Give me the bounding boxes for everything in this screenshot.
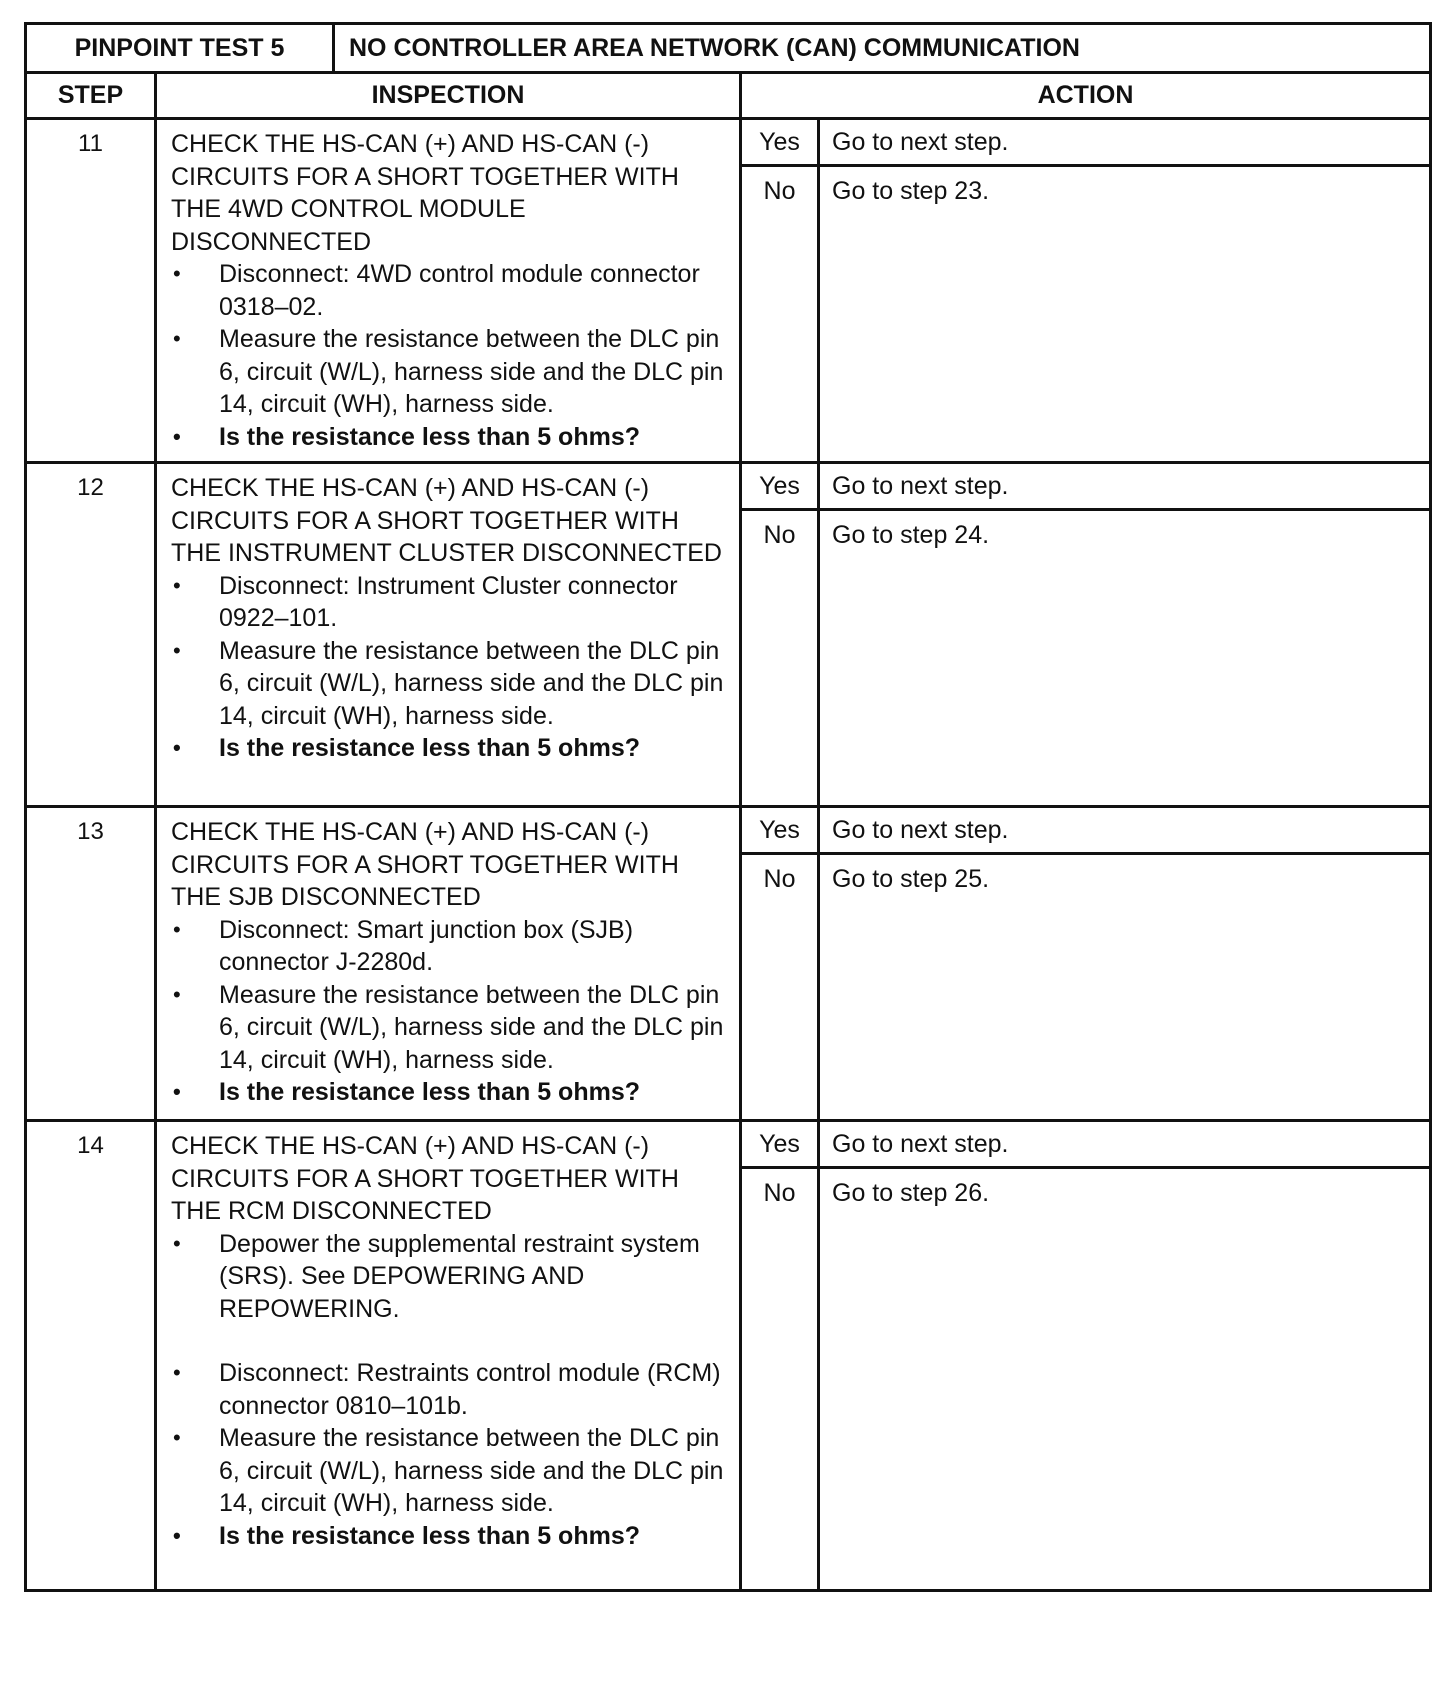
inspection-cell xyxy=(156,463,741,807)
action-cell xyxy=(819,463,1431,807)
table-row xyxy=(26,807,1431,1121)
action-cell xyxy=(819,119,1431,463)
inspection-cell xyxy=(156,1121,741,1591)
table-row xyxy=(26,1121,1431,1591)
step-cell xyxy=(26,463,156,807)
no-label: No xyxy=(763,177,796,205)
yes-label: Yes xyxy=(742,1122,817,1169)
test-title: NO CONTROLLER AREA NETWORK (CAN) COMMUNICATION xyxy=(349,33,1080,62)
column-header-row xyxy=(26,73,1431,119)
inspection-bullet: • Measure the resistance between the DLC pin 6, circuit (W/L), harness side and the DLC pin 14, circuit (WH), harness side. xyxy=(171,323,727,421)
yes-label: Yes xyxy=(742,120,817,167)
no-action: Go to step 25. xyxy=(832,865,990,893)
yes-no-cell xyxy=(741,807,819,1121)
action-cell xyxy=(819,1121,1431,1591)
inspection-bullet: • Disconnect: Instrument Cluster connector 0922–101. xyxy=(171,570,727,635)
inspection-bullet: • Disconnect: 4WD control module connector 0318–02. xyxy=(171,258,727,323)
inspection-bullet: • Measure the resistance between the DLC pin 6, circuit (W/L), harness side and the DLC pin 14, circuit (WH), harness side. xyxy=(171,979,727,1077)
inspection-bullet: • Disconnect: Smart junction box (SJB) connector J-2280d. xyxy=(171,914,727,979)
yes-action: Go to next step. xyxy=(820,120,1429,167)
inspection-heading: CHECK THE HS-CAN (+) AND HS-CAN (-) CIRCUITS FOR A SHORT TOGETHER WITH THE RCM DISCONNECTED xyxy=(171,1132,679,1225)
inspection-bullet: • Measure the resistance between the DLC pin 6, circuit (W/L), harness side and the DLC pin 14, circuit (WH), harness side. xyxy=(171,635,727,733)
yes-no-cell xyxy=(741,119,819,463)
yes-action: Go to next step. xyxy=(820,808,1429,855)
table-row xyxy=(26,119,1431,463)
step-cell xyxy=(26,119,156,463)
inspection-table xyxy=(24,71,1432,1592)
inspection-bullet: • Depower the supplemental restraint system (SRS). See DEPOWERING AND REPOWERING. xyxy=(171,1228,727,1326)
no-label: No xyxy=(763,1179,796,1207)
inspection-bullet: • Measure the resistance between the DLC pin 6, circuit (W/L), harness side and the DLC pin 14, circuit (WH), harness side. xyxy=(171,1422,727,1520)
inspection-bullet: • Disconnect: Restraints control module (RCM) connector 0810–101b. xyxy=(171,1357,727,1422)
step-cell xyxy=(26,1121,156,1591)
step-number: 14 xyxy=(77,1132,104,1159)
no-action: Go to step 26. xyxy=(832,1179,990,1207)
no-label: No xyxy=(763,865,796,893)
column-header-action: ACTION xyxy=(741,73,1431,119)
test-label: PINPOINT TEST 5 xyxy=(27,25,335,71)
yes-action: Go to next step. xyxy=(820,464,1429,511)
yes-action: Go to next step. xyxy=(820,1122,1429,1169)
column-header-inspection: INSPECTION xyxy=(156,73,741,119)
yes-no-cell xyxy=(741,463,819,807)
inspection-heading: CHECK THE HS-CAN (+) AND HS-CAN (-) CIRCUITS FOR A SHORT TOGETHER WITH THE INSTRUMENT CLUSTER DISCONNECTED xyxy=(171,474,722,567)
yes-label: Yes xyxy=(742,808,817,855)
inspection-cell xyxy=(156,119,741,463)
no-label: No xyxy=(763,521,796,549)
inspection-heading: CHECK THE HS-CAN (+) AND HS-CAN (-) CIRCUITS FOR A SHORT TOGETHER WITH THE SJB DISCONNECTED xyxy=(171,818,679,911)
inspection-question: • Is the resistance less than 5 ohms? xyxy=(171,732,727,765)
table-row xyxy=(26,463,1431,807)
inspection-heading: CHECK THE HS-CAN (+) AND HS-CAN (-) CIRCUITS FOR A SHORT TOGETHER WITH THE 4WD CONTROL MODULE DISCONNECTED xyxy=(171,130,679,256)
inspection-question: • Is the resistance less than 5 ohms? xyxy=(171,1520,727,1553)
step-number: 11 xyxy=(78,130,103,157)
title-row xyxy=(24,22,1432,71)
step-cell xyxy=(26,807,156,1121)
inspection-question: • Is the resistance less than 5 ohms? xyxy=(171,421,727,454)
inspection-question: • Is the resistance less than 5 ohms? xyxy=(171,1076,727,1109)
no-action: Go to step 24. xyxy=(832,521,990,549)
step-number: 13 xyxy=(77,818,104,845)
pinpoint-test-sheet xyxy=(24,22,1432,1592)
yes-no-cell xyxy=(741,1121,819,1591)
yes-label: Yes xyxy=(742,464,817,511)
action-cell xyxy=(819,807,1431,1121)
inspection-cell xyxy=(156,807,741,1121)
no-action: Go to step 23. xyxy=(832,177,990,205)
column-header-step: STEP xyxy=(26,73,156,119)
step-number: 12 xyxy=(77,474,104,501)
